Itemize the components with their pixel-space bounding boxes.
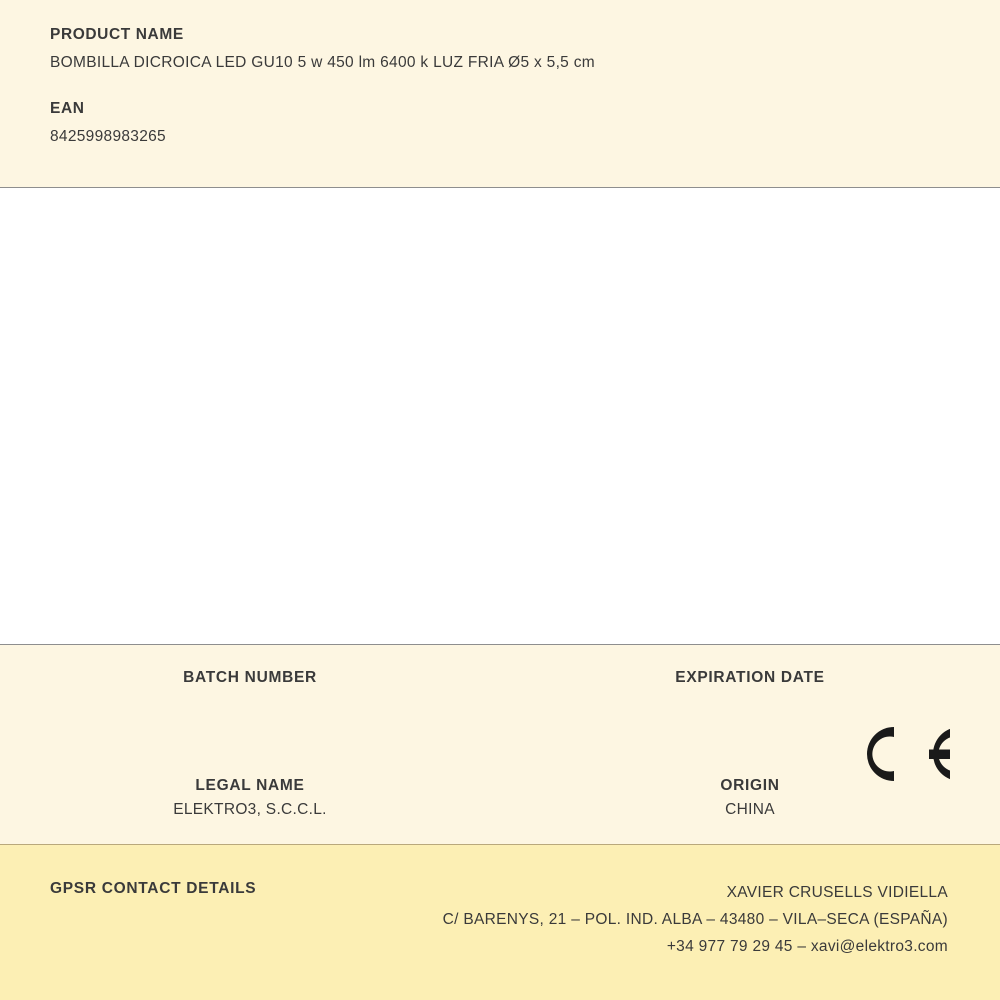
batch-number-value	[0, 693, 500, 711]
ean-label: EAN	[50, 100, 85, 117]
legal-name-field	[0, 777, 500, 819]
gpsr-section	[0, 845, 1000, 1000]
batch-number-label: BATCH NUMBER	[183, 669, 317, 686]
expiration-date-value	[500, 693, 1000, 711]
gpsr-title: GPSR CONTACT DETAILS	[50, 880, 257, 897]
batch-number-field	[0, 669, 500, 711]
batch-expiration-row	[0, 669, 1000, 711]
gpsr-contact-address: C/ BARENYS, 21 – POL. IND. ALBA – 43480 – VILA–SECA (ESPAÑA)	[442, 911, 948, 928]
gpsr-contact-name: XAVIER CRUSELLS VIDIELLA	[726, 884, 948, 901]
legal-name-label: LEGAL NAME	[195, 777, 305, 794]
product-info-section	[0, 0, 1000, 188]
origin-value: CHINA	[725, 801, 775, 818]
legal-name-value: ELEKTRO3, S.C.C.L.	[173, 801, 327, 818]
origin-label: ORIGIN	[720, 777, 780, 794]
product-image-area	[0, 188, 1000, 645]
product-name-value: BOMBILLA DICROICA LED GU10 5 w 450 lm 6400 k LUZ FRIA Ø5 x 5,5 cm	[50, 54, 595, 71]
legal-origin-row	[0, 777, 1000, 819]
gpsr-contact-details	[443, 879, 948, 960]
gpsr-contact-phone-email: +34 977 79 29 45 – xavi@elektro3.com	[666, 938, 948, 955]
product-details-section	[0, 645, 1000, 845]
spacer	[50, 72, 950, 100]
expiration-date-field	[500, 669, 1000, 711]
product-name-label: PRODUCT NAME	[50, 26, 184, 43]
ean-value: 8425998983265	[50, 128, 166, 145]
expiration-date-label: EXPIRATION DATE	[675, 669, 825, 686]
ce-marking-icon	[854, 721, 950, 787]
